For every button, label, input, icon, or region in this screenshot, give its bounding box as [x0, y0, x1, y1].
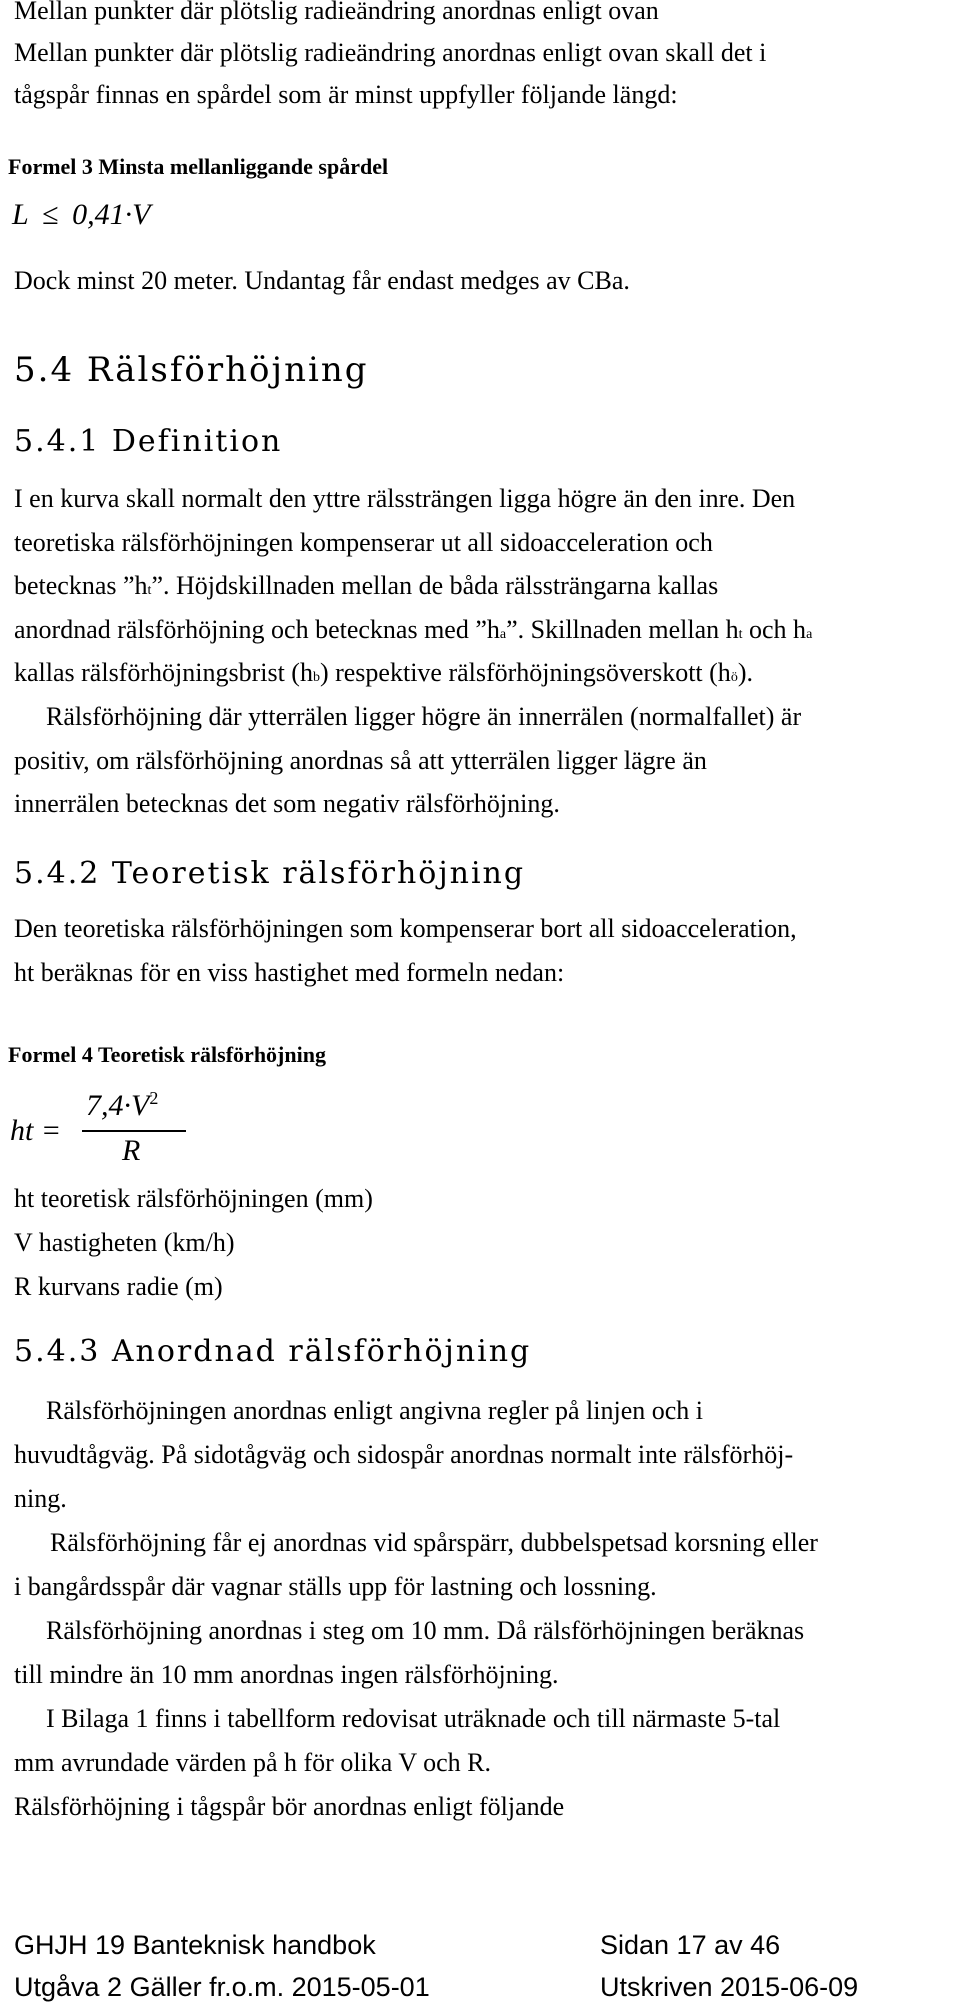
definition-line: ht teoretisk rälsförhöjningen (mm)	[14, 1184, 373, 1213]
footer-edition: Utgåva 2 Gäller fr.o.m. 2015-05-01	[14, 1972, 430, 2002]
intro-line: Mellan punkter där plötslig radieändring anordnas enligt ovan skall det i	[14, 38, 767, 67]
subscript: a	[499, 627, 507, 642]
text-run: betecknas ”h	[14, 571, 148, 600]
formula-3	[12, 198, 150, 232]
text-run: anordnad rälsförhöjning och betecknas med ”h	[14, 615, 500, 644]
formula-rhs: 0,41·V	[72, 198, 151, 231]
footer-doc-title: GHJH 19 Banteknisk handbok	[14, 1930, 376, 1960]
body-line: Rälsförhöjning får ej anordnas vid spårspärr, dubbelspetsad korsning eller	[50, 1528, 818, 1557]
subscript: t	[738, 627, 743, 642]
body-line: innerrälen betecknas det som negativ rälsförhöjning.	[14, 789, 560, 818]
formula-4	[10, 1090, 190, 1170]
footer-printed-date: Utskriven 2015-06-09	[600, 1972, 859, 2002]
body-line: till mindre än 10 mm anordnas ingen rälsförhöjning.	[14, 1660, 559, 1689]
body-line: ht beräknas för en viss hastighet med formeln nedan:	[14, 958, 565, 987]
body-line	[14, 615, 812, 650]
formula-operator: ≤	[42, 198, 59, 231]
subsection-heading: 5.4.2 Teoretisk rälsförhöjning	[14, 856, 526, 891]
intro-line: Mellan punkter där plötslig radieändring anordnas enligt ovan	[14, 0, 659, 25]
subscript: ö	[730, 670, 738, 685]
formula-num-text: 7,4·V	[86, 1089, 150, 1122]
body-line: i bangårdsspår där vagnar ställs upp för lastning och lossning.	[14, 1572, 657, 1601]
body-line: Rälsförhöjning anordnas i steg om 10 mm. Då rälsförhöjningen beräknas	[46, 1616, 805, 1645]
subscript: a	[806, 627, 813, 642]
body-line	[14, 658, 753, 693]
body-line: Rälsförhöjningen anordnas enligt angivna regler på linjen och i	[46, 1396, 704, 1425]
body-line: mm avrundade värden på h för olika V och R.	[14, 1748, 492, 1777]
formula-denominator: R	[122, 1134, 141, 1167]
intro-line: tågspår finnas en spårdel som är minst uppfyller följande längd:	[14, 80, 678, 109]
body-line: huvudtågväg. På sidotågväg och sidospår anordnas normalt inte rälsförhöj-	[14, 1440, 794, 1469]
formula-caption: Formel 4 Teoretisk rälsförhöjning	[8, 1042, 326, 1067]
formula-var-l: L	[12, 198, 29, 231]
definition-line: R kurvans radie (m)	[14, 1272, 223, 1301]
body-line: teoretiska rälsförhöjningen kompenserar ut all sidoacceleration och	[14, 528, 713, 557]
definition-line: V hastigheten (km/h)	[14, 1228, 235, 1257]
body-line: Dock minst 20 meter. Undantag får endast medges av CBa.	[14, 266, 630, 295]
body-line: ning.	[14, 1484, 67, 1513]
text-run: ”. Skillnaden mellan h	[506, 615, 739, 644]
body-line: Rälsförhöjning i tågspår bör anordnas enligt följande	[14, 1792, 565, 1821]
body-line: I Bilaga 1 finns i tabellform redovisat uträknade och till närmaste 5-tal	[46, 1704, 781, 1733]
body-line: I en kurva skall normalt den yttre rälssträngen ligga högre än den inre. Den	[14, 484, 796, 513]
subsection-heading: 5.4.1 Definition	[14, 424, 283, 459]
text-run: och h	[742, 615, 807, 644]
text-run: ) respektive rälsförhöjningsöverskott (h	[319, 658, 731, 687]
footer-page-number: Sidan 17 av 46	[600, 1930, 781, 1960]
text-run: ).	[737, 658, 753, 687]
subsection-heading: 5.4.3 Anordnad rälsförhöjning	[14, 1334, 532, 1369]
text-run: ”. Höjdskillnaden mellan de båda rälssträngarna kallas	[151, 571, 719, 600]
body-line: Rälsförhöjning där ytterrälen ligger högre än innerrälen (normalfallet) är	[46, 702, 802, 731]
body-line	[14, 571, 718, 606]
formula-numerator	[86, 1088, 158, 1123]
body-line: Den teoretiska rälsförhöjningen som kompenserar bort all sidoacceleration,	[14, 914, 797, 943]
subscript: b	[312, 670, 320, 685]
formula-lhs: ht =	[10, 1114, 62, 1147]
body-line: positiv, om rälsförhöjning anordnas så att ytterrälen ligger lägre än	[14, 746, 707, 775]
subscript: t	[147, 583, 152, 598]
section-heading: 5.4 Rälsförhöjning	[14, 350, 369, 390]
formula-caption: Formel 3 Minsta mellanliggande spårdel	[8, 154, 389, 179]
text-run: kallas rälsförhöjningsbrist (h	[14, 658, 313, 687]
fraction-bar	[82, 1130, 186, 1132]
formula-exponent: 2	[149, 1088, 159, 1108]
